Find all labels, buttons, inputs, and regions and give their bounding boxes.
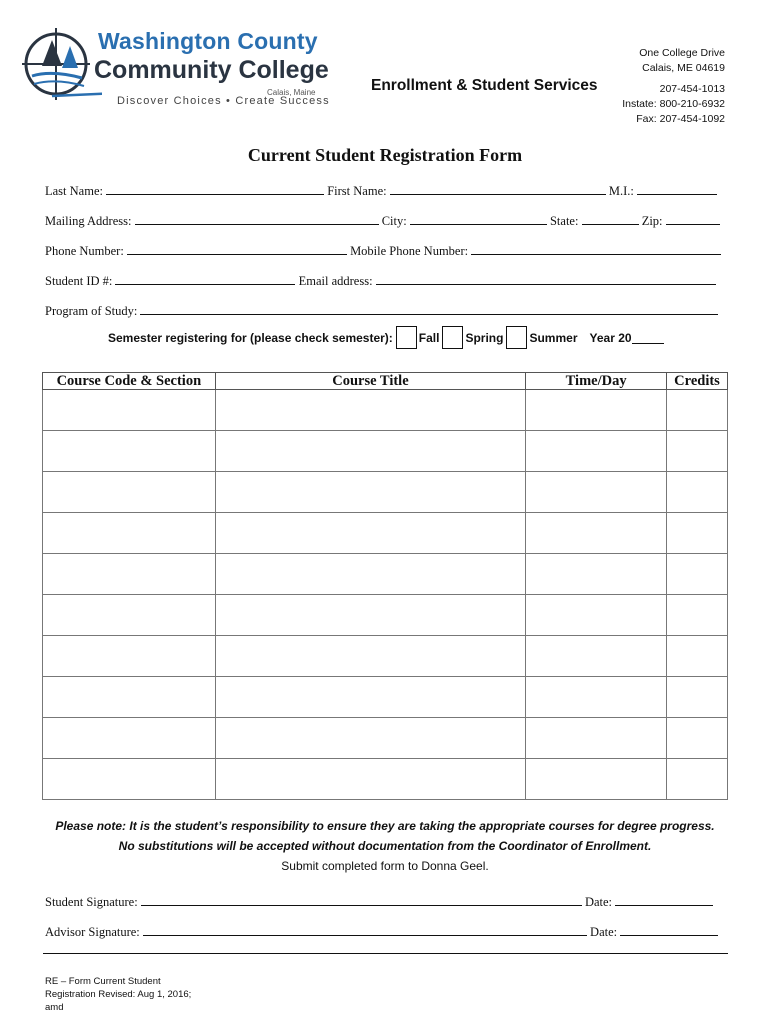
credits-cell[interactable] xyxy=(667,513,728,554)
course-code-cell[interactable] xyxy=(43,390,216,431)
table-row xyxy=(43,390,728,431)
address-row xyxy=(45,212,720,229)
course-title-cell[interactable] xyxy=(215,513,525,554)
summer-label: Summer xyxy=(529,330,578,345)
col-course-code: Course Code & Section xyxy=(43,373,216,390)
table-row xyxy=(43,595,728,636)
logo-tagline: Discover Choices • Create Success xyxy=(117,95,330,107)
footer-line-2: Registration Revised: Aug 1, 2016; xyxy=(45,989,192,1000)
course-code-cell[interactable] xyxy=(43,718,216,759)
year-label: Year 20 xyxy=(589,330,632,345)
college-logo xyxy=(22,26,342,106)
footer-line-3: amd xyxy=(45,1002,64,1013)
city-label: City: xyxy=(381,214,407,228)
mobile-phone-label: Mobile Phone Number: xyxy=(350,244,469,258)
course-code-cell[interactable] xyxy=(43,595,216,636)
first-name-label: First Name: xyxy=(327,184,387,198)
student-signature-label: Student Signature: xyxy=(45,895,138,909)
id-row xyxy=(45,272,716,289)
student-signature-row xyxy=(45,893,713,910)
course-code-cell[interactable] xyxy=(43,472,216,513)
phone-number-field[interactable] xyxy=(127,242,347,255)
footer-block xyxy=(45,975,191,1014)
course-code-cell[interactable] xyxy=(43,677,216,718)
student-id-label: Student ID #: xyxy=(45,274,113,288)
credits-cell[interactable] xyxy=(667,554,728,595)
credits-cell[interactable] xyxy=(667,472,728,513)
course-table xyxy=(42,372,728,800)
zip-label: Zip: xyxy=(641,214,663,228)
spring-checkbox[interactable] xyxy=(442,326,463,349)
course-title-cell[interactable] xyxy=(215,718,525,759)
table-row xyxy=(43,513,728,554)
course-title-cell[interactable] xyxy=(215,472,525,513)
year-field[interactable] xyxy=(632,331,664,344)
logo-line-1: Washington County xyxy=(98,28,318,54)
credits-cell[interactable] xyxy=(667,595,728,636)
course-code-cell[interactable] xyxy=(43,759,216,800)
address-line-1: One College Drive xyxy=(639,47,725,59)
mobile-phone-field[interactable] xyxy=(471,242,721,255)
fall-label: Fall xyxy=(418,330,440,345)
note-block xyxy=(0,816,770,876)
table-row xyxy=(43,472,728,513)
footer-line-1: RE – Form Current Student xyxy=(45,976,161,987)
course-title-cell[interactable] xyxy=(215,554,525,595)
semester-prompt: Semester registering for (please check semester): xyxy=(108,330,393,345)
last-name-field[interactable] xyxy=(106,182,324,195)
table-row xyxy=(43,677,728,718)
logo-line-2: Community College xyxy=(94,56,329,84)
contact-block xyxy=(622,46,725,127)
credits-cell[interactable] xyxy=(667,759,728,800)
table-row xyxy=(43,554,728,595)
course-title-cell[interactable] xyxy=(215,390,525,431)
program-field[interactable] xyxy=(140,302,718,315)
time-day-cell[interactable] xyxy=(526,636,667,677)
instate-number: Instate: 800-210-6932 xyxy=(622,98,725,110)
col-credits: Credits xyxy=(667,373,728,390)
footer-divider xyxy=(43,953,728,954)
mailing-address-field[interactable] xyxy=(135,212,379,225)
table-row xyxy=(43,431,728,472)
course-title-cell[interactable] xyxy=(215,431,525,472)
advisor-date-field[interactable] xyxy=(620,923,718,936)
address-line-2: Calais, ME 04619 xyxy=(642,62,725,74)
mailing-address-label: Mailing Address: xyxy=(45,214,132,228)
col-time-day: Time/Day xyxy=(526,373,667,390)
email-label: Email address: xyxy=(298,274,373,288)
last-name-label: Last Name: xyxy=(45,184,103,198)
credits-cell[interactable] xyxy=(667,636,728,677)
note-line-2: No substitutions will be accepted without documentation from the Coordinator of Enrollment. xyxy=(118,839,652,853)
phone-row xyxy=(45,242,721,259)
table-header-row xyxy=(43,373,728,390)
summer-checkbox[interactable] xyxy=(506,326,527,349)
logo-emblem-icon xyxy=(22,26,102,106)
table-row xyxy=(43,759,728,800)
credits-cell[interactable] xyxy=(667,718,728,759)
course-code-cell[interactable] xyxy=(43,554,216,595)
time-day-cell[interactable] xyxy=(526,677,667,718)
time-day-cell[interactable] xyxy=(526,595,667,636)
phone-number-label: Phone Number: xyxy=(45,244,124,258)
note-line-1: Please note: It is the student’s responsibility to ensure they are taking the appropriate courses for degree progress. xyxy=(55,819,715,833)
first-name-field[interactable] xyxy=(390,182,606,195)
credits-cell[interactable] xyxy=(667,431,728,472)
course-title-cell[interactable] xyxy=(215,595,525,636)
spring-label: Spring xyxy=(465,330,504,345)
phone-number: 207-454-1013 xyxy=(659,83,725,95)
semester-row xyxy=(108,326,664,349)
course-code-cell[interactable] xyxy=(43,513,216,554)
course-title-cell[interactable] xyxy=(215,636,525,677)
logo-location: Calais, Maine xyxy=(267,88,316,97)
form-title: Current Student Registration Form xyxy=(247,145,523,165)
time-day-cell[interactable] xyxy=(526,554,667,595)
fax-number: Fax: 207-454-1092 xyxy=(636,113,725,125)
mi-label: M.I.: xyxy=(608,184,634,198)
advisor-signature-field[interactable] xyxy=(143,923,587,936)
program-row xyxy=(45,302,718,319)
time-day-cell[interactable] xyxy=(526,759,667,800)
note-line-3: Submit completed form to Donna Geel. xyxy=(281,859,489,873)
credits-cell[interactable] xyxy=(667,677,728,718)
time-day-cell[interactable] xyxy=(526,718,667,759)
col-course-title: Course Title xyxy=(215,373,525,390)
time-day-cell[interactable] xyxy=(526,472,667,513)
credits-cell[interactable] xyxy=(667,390,728,431)
student-date-field[interactable] xyxy=(615,893,713,906)
email-field[interactable] xyxy=(376,272,716,285)
advisor-date-label: Date: xyxy=(590,925,618,939)
table-row xyxy=(43,636,728,677)
course-code-cell[interactable] xyxy=(43,431,216,472)
advisor-signature-row xyxy=(45,923,718,940)
state-field[interactable] xyxy=(582,212,639,225)
student-id-field[interactable] xyxy=(115,272,295,285)
name-row xyxy=(45,182,717,199)
mi-field[interactable] xyxy=(637,182,717,195)
student-signature-field[interactable] xyxy=(141,893,582,906)
time-day-cell[interactable] xyxy=(526,513,667,554)
advisor-signature-label: Advisor Signature: xyxy=(45,925,140,939)
student-date-label: Date: xyxy=(584,895,613,909)
time-day-cell[interactable] xyxy=(526,431,667,472)
state-label: State: xyxy=(549,214,579,228)
time-day-cell[interactable] xyxy=(526,390,667,431)
department-title: Enrollment & Student Services xyxy=(371,77,598,94)
course-title-cell[interactable] xyxy=(215,759,525,800)
course-title-cell[interactable] xyxy=(215,677,525,718)
program-label: Program of Study: xyxy=(45,304,138,318)
fall-checkbox[interactable] xyxy=(396,326,417,349)
city-field[interactable] xyxy=(410,212,547,225)
zip-field[interactable] xyxy=(666,212,720,225)
course-code-cell[interactable] xyxy=(43,636,216,677)
table-row xyxy=(43,718,728,759)
